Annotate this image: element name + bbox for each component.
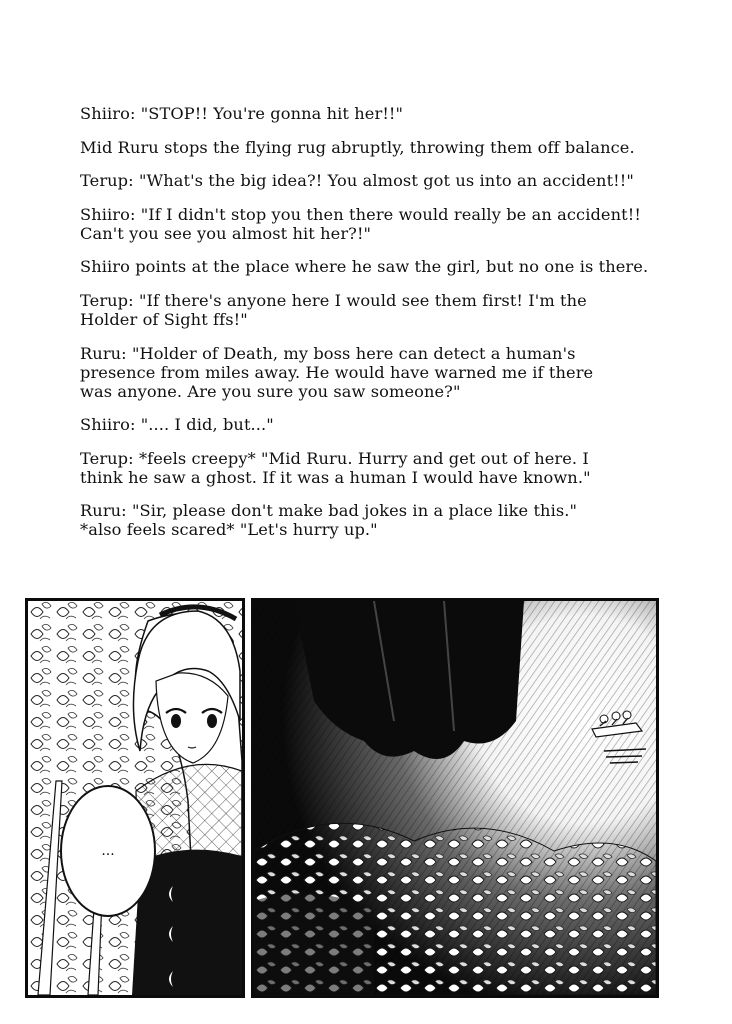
speech-bubble-text: ...	[101, 843, 115, 859]
speech-bubble	[60, 785, 156, 917]
forest-illustration	[254, 601, 656, 995]
script-paragraph: Terup: *feels creepy* "Mid Ruru. Hurry and get out of here. I think he saw a ghost. If it was a human I would have known."	[80, 448, 591, 487]
comic-panel-forest	[251, 598, 659, 998]
script-paragraph: Ruru: "Sir, please don't make bad jokes in a place like this." *also feels scared* "Let's hurry up."	[80, 501, 578, 540]
script-paragraph: Shiiro: "STOP!! You're gonna hit her!!"	[80, 104, 404, 123]
script-text	[80, 104, 680, 554]
script-paragraph: Shiiro: ".... I did, but..."	[80, 415, 274, 435]
script-paragraph: Terup: "What's the big idea?! You almost got us into an accident!!"	[80, 171, 634, 191]
script-paragraph: Shiiro points at the place where he saw the girl, but no one is there.	[80, 257, 649, 277]
script-paragraph: Terup: "If there's anyone here I would see them first! I'm the Holder of Sight ffs!"	[80, 290, 587, 329]
script-paragraph: Ruru: "Holder of Death, my boss here can detect a human's presence from miles away. He would have warned me if there was anyone. Are you sure you saw someone?"	[80, 343, 594, 401]
script-paragraph: Mid Ruru stops the flying rug abruptly, throwing them off balance.	[80, 137, 635, 157]
script-paragraph: Shiiro: "If I didn't stop you then there would really be an accident!! Can't you see you almost hit her?!"	[80, 204, 641, 243]
